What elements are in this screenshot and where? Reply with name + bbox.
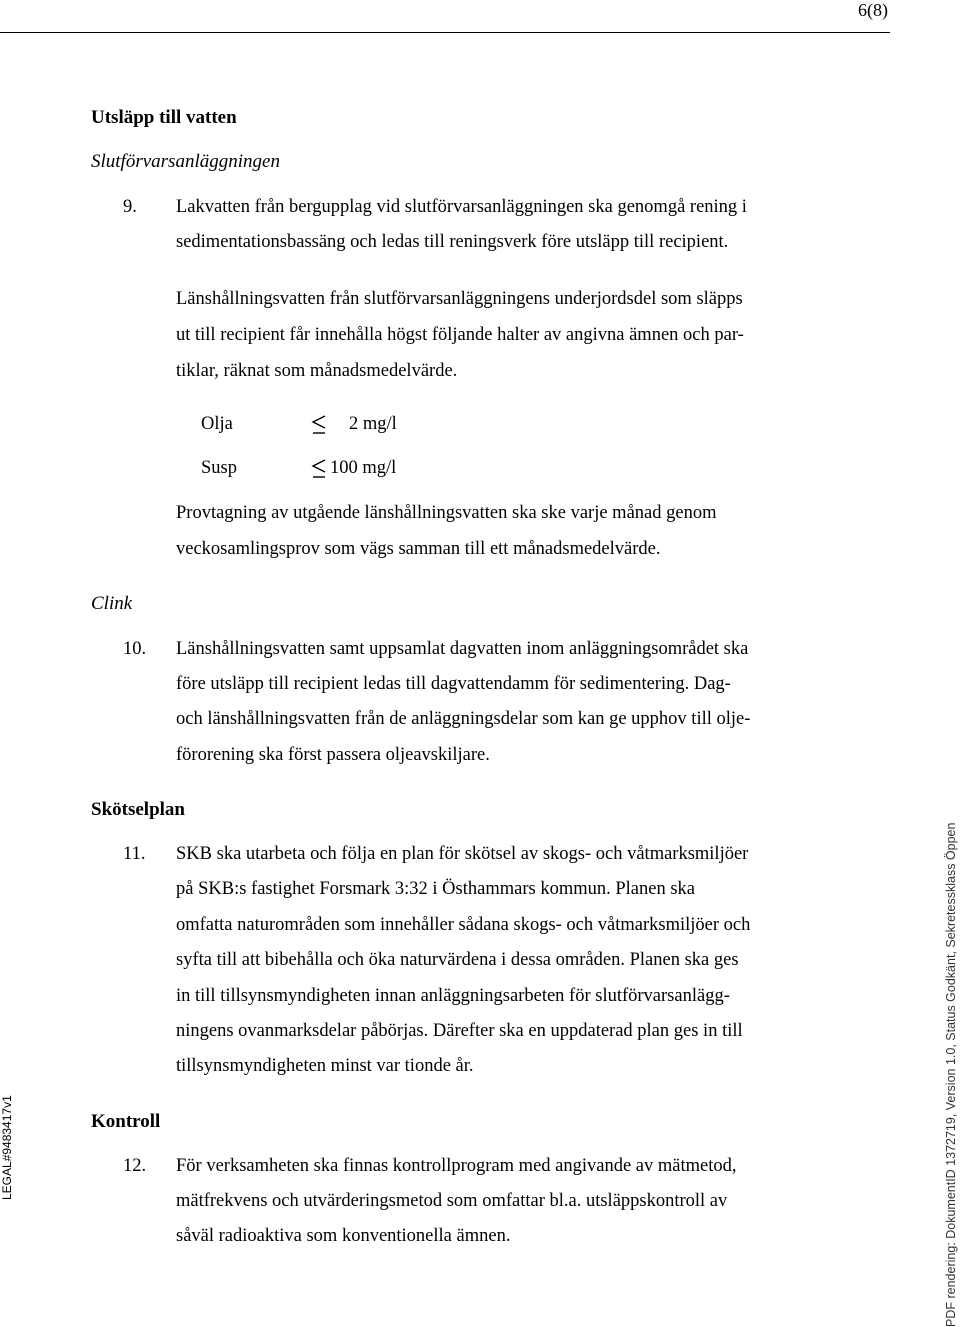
item-12-line: såväl radioaktiva som konventionella ämnen. (176, 1226, 511, 1246)
item-10-line: förorening ska först passera oljeavskiljare. (176, 745, 490, 765)
item-10-line: och länshållningsvatten från de anläggningsdelar som kan ge upphov till olje- (176, 709, 751, 729)
paragraph-line: ut till recipient får innehålla högst följande halter av angivna ämnen och par- (176, 325, 744, 345)
leq-symbol (310, 458, 328, 485)
heading-care-plan: Skötselplan (91, 799, 185, 820)
paragraph-line: Länshållningsvatten från slutförvarsanläggningens underjordsdel som släpps (176, 289, 743, 309)
less-equal-icon (310, 414, 328, 436)
heading-control: Kontroll (91, 1111, 161, 1132)
limit-name: Susp (201, 458, 237, 478)
left-margin-reference: LEGAL#9483417v1 (0, 1095, 14, 1200)
item-11-line: omfatta naturområden som innehåller sådana skogs- och våtmarksmiljöer och (176, 915, 751, 935)
paragraph-line: tiklar, räknat som månadsmedelvärde. (176, 361, 458, 381)
item-11-line: SKB ska utarbeta och följa en plan för skötsel av skogs- och våtmarksmiljöer (176, 844, 749, 864)
item-11-line: ningens ovanmarksdelar påbörjas. Därefter ska en uppdaterad plan ges in till (176, 1021, 743, 1041)
item-10-line: Länshållningsvatten samt uppsamlat dagvatten inom anläggningsområdet ska (176, 639, 749, 659)
page-number: 6(8) (858, 0, 888, 20)
item-10-line: före utsläpp till recipient ledas till dagvattendamm för sedimentering. Dag- (176, 674, 731, 694)
item-11-line: tillsynsmyndigheten minst var tionde år. (176, 1056, 474, 1076)
less-equal-icon (310, 458, 328, 480)
limit-value: 2 mg/l (349, 414, 397, 434)
item-11-line: på SKB:s fastighet Forsmark 3:32 i Östhammars kommun. Planen ska (176, 879, 695, 899)
item-12-line: För verksamheten ska finnas kontrollprogram med angivande av mätmetod, (176, 1156, 737, 1176)
leq-symbol (310, 414, 328, 441)
heading-water: Utsläpp till vatten (91, 107, 237, 128)
item-11-line: syfta till att bibehålla och öka naturvärdena i dessa områden. Planen ska ges (176, 950, 739, 970)
item-11-line: in till tillsynsmyndigheten innan anläggningsarbeten för slutförvarsanlägg- (176, 986, 730, 1006)
right-margin-rendering-info: PDF rendering: DokumentID 1372719, Version 1.0, Status Godkänt, Sekretessklass Öppen (944, 822, 958, 1327)
item-9-line: sedimentationsbassäng och ledas till reningsverk före utsläpp till recipient. (176, 232, 729, 252)
item-12-line: mätfrekvens och utvärderingsmetod som omfattar bl.a. utsläppskontroll av (176, 1191, 728, 1211)
item-12-number: 12. (123, 1156, 147, 1176)
limit-name: Olja (201, 414, 233, 434)
item-10-number: 10. (123, 639, 147, 659)
item-9-line: Lakvatten från bergupplag vid slutförvarsanläggningen ska genomgå rening i (176, 197, 747, 217)
item-11-number: 11. (123, 844, 146, 864)
sampling-line: Provtagning av utgående länshållningsvatten ska ske varje månad genom (176, 503, 717, 523)
sampling-line: veckosamlingsprov som vägs samman till ett månadsmedelvärde. (176, 539, 661, 559)
top-rule (0, 32, 890, 33)
subheading-clink: Clink (91, 593, 133, 614)
item-9-number: 9. (123, 197, 137, 217)
limit-value: 100 mg/l (330, 458, 397, 478)
subheading-facility: Slutförvarsanläggningen (91, 151, 280, 172)
